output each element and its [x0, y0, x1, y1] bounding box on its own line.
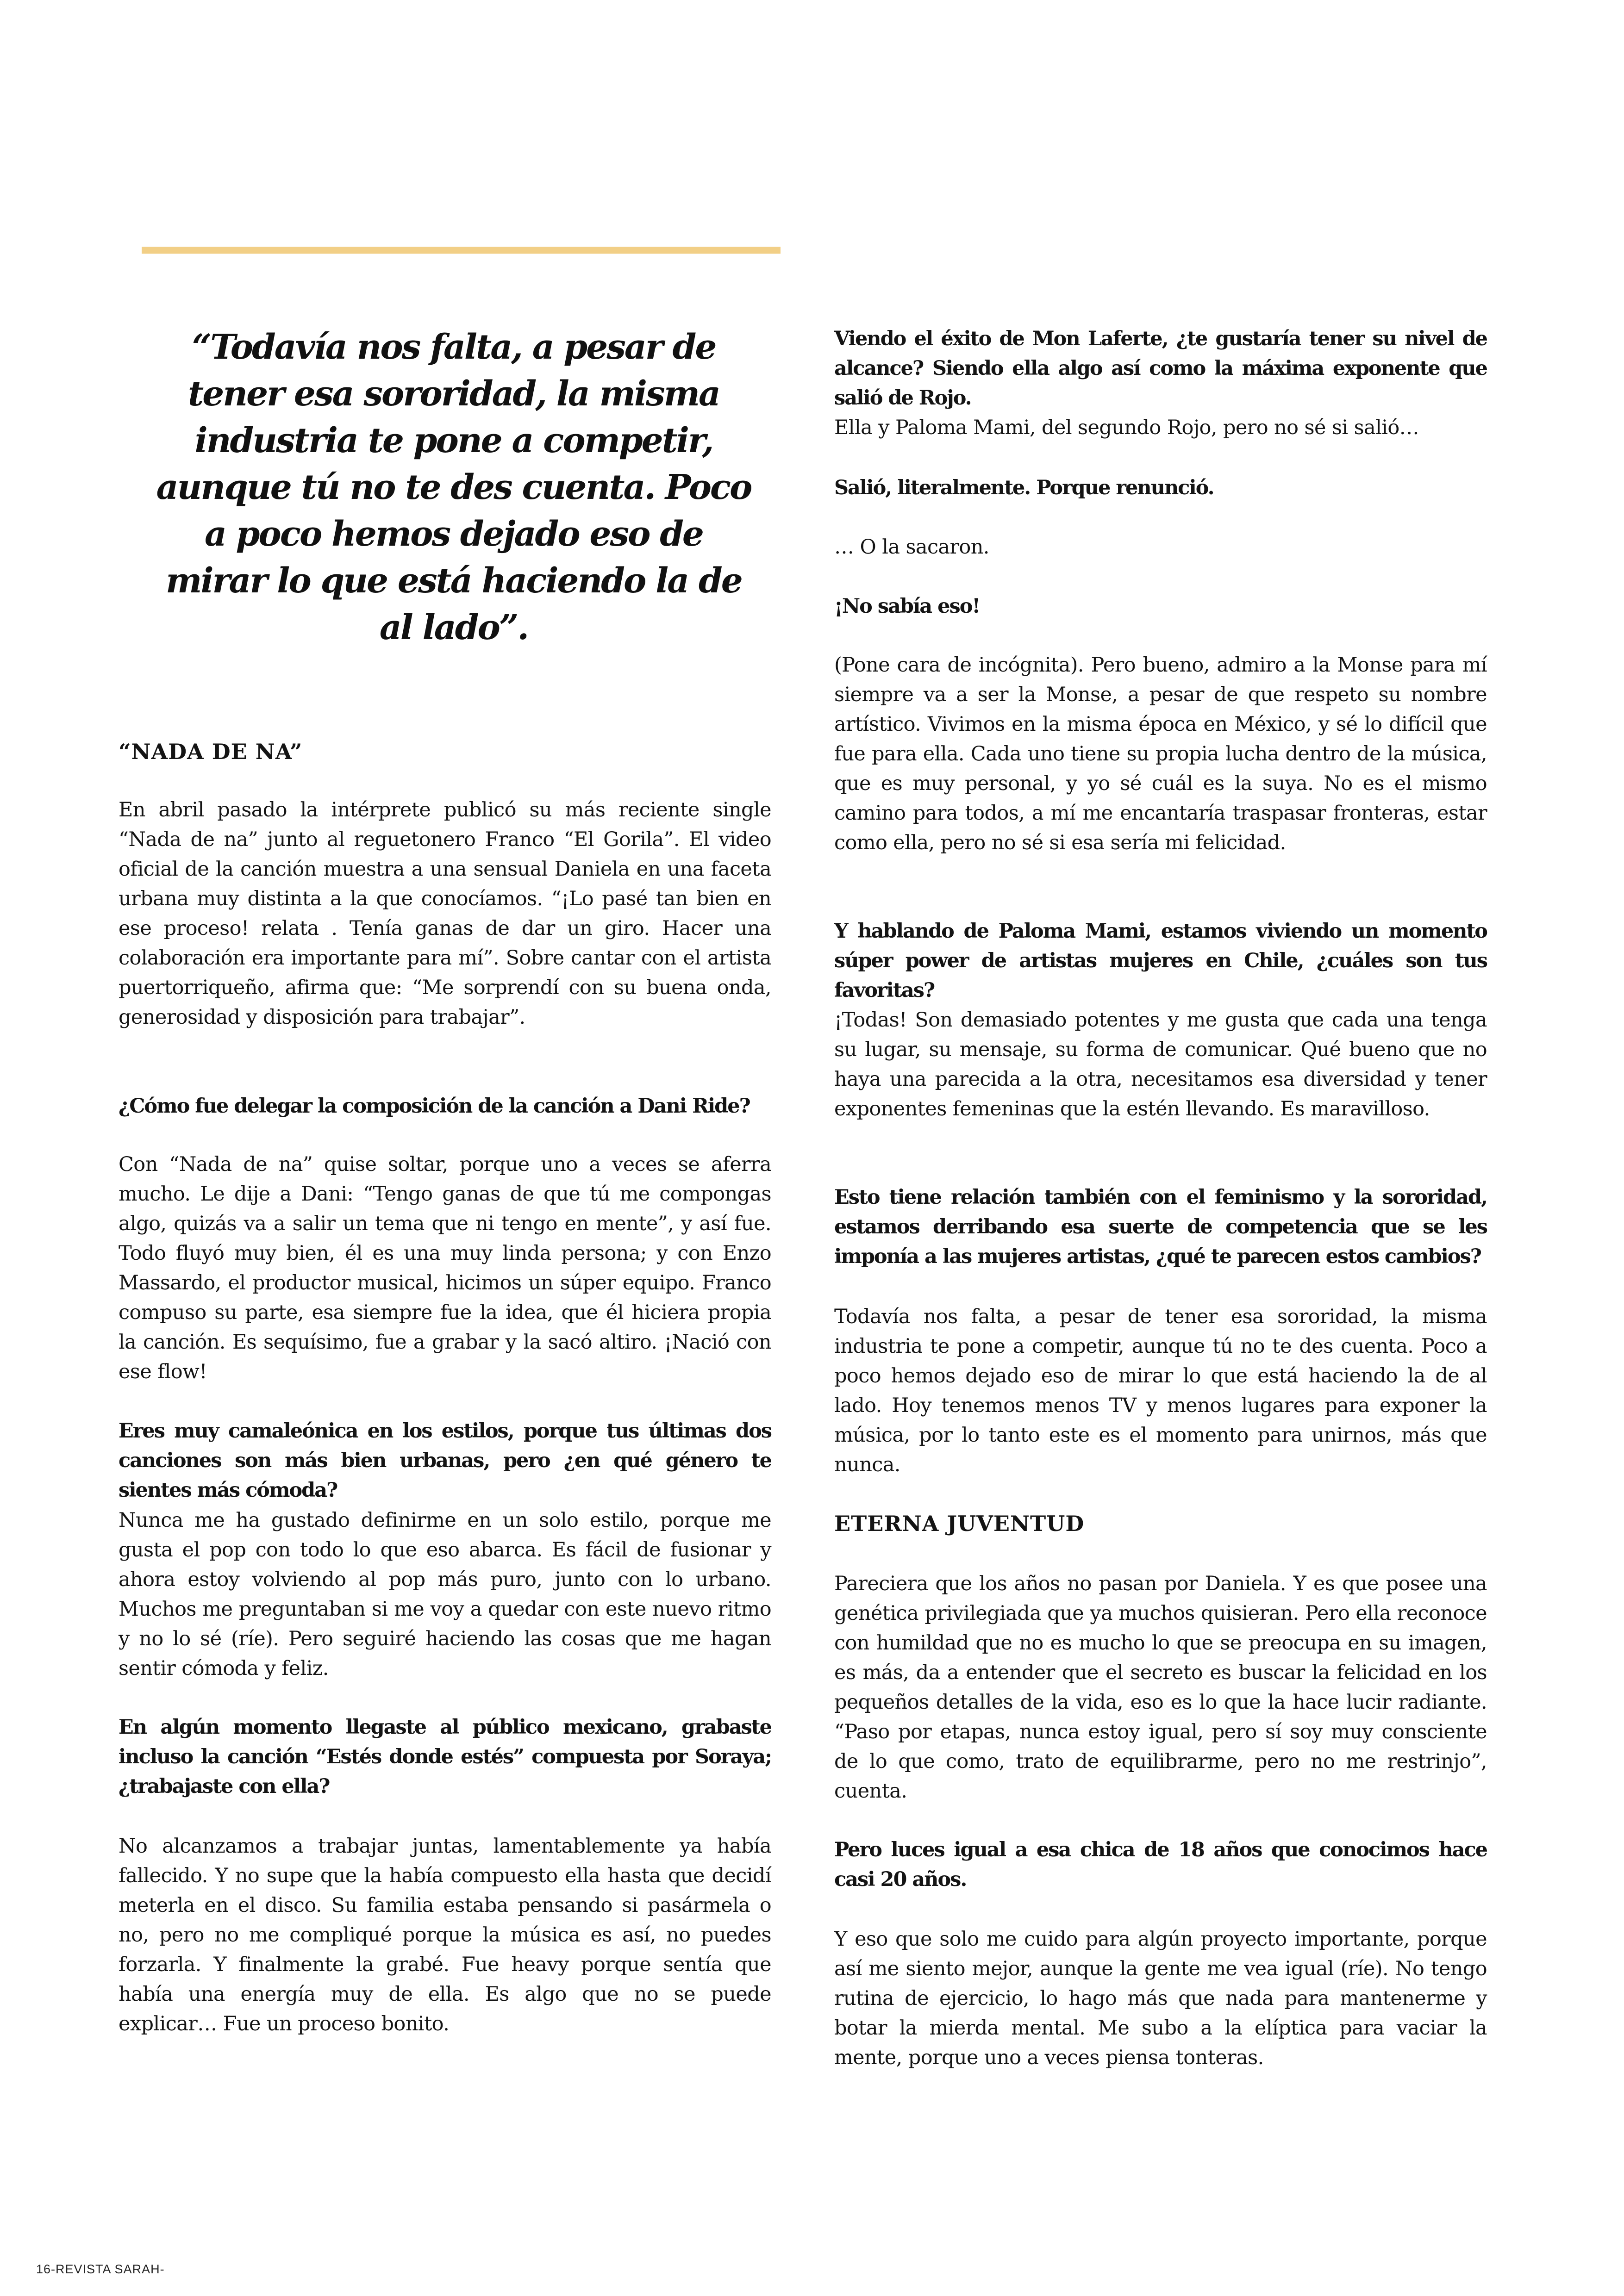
interview-answer: Ella y Paloma Mami, del segundo Rojo, pero no sé si salió…: [834, 416, 1419, 439]
pull-quote: “Todavía nos falta, a pesar de tener esa sororidad, la misma industria te pone a competir, aunque tú no te des cuenta. Poco a poco hemos dejado eso de mirar lo que está haciendo la de al lado”.: [156, 327, 751, 647]
interview-answer: (Pone cara de incógnita). Pero bueno, admiro a la Monse para mí siempre va a ser la Monse, a pesar de que respeto su nombre artístico. Vivimos en la misma época en México, y sé lo difícil que fue para ella. Cada uno tiene su propia lucha dentro de la música, que es muy personal, y yo sé cuál es la suya. No es el mismo camino para todos, a mí me encantaría traspasar fronteras, estar como ella, pero no sé si esa sería mi felicidad.: [834, 653, 1487, 854]
interview-question: Esto tiene relación también con el feminismo y la sororidad, estamos derribando esa suerte de competencia que se les imponía a las mujeres artistas, ¿qué te parecen estos cambios?: [834, 1186, 1487, 1268]
interview-question: Y hablando de Paloma Mami, estamos viviendo un momento súper power de artistas mujeres en Chile, ¿cuáles son tus favoritas?: [834, 920, 1487, 1002]
interview-answer: … O la sacaron.: [834, 535, 989, 559]
interview-answer: ¡Todas! Son demasiado potentes y me gusta que cada una tenga su lugar, su mensaje, su forma de comunicar. Qué bueno que no haya una parecida a la otra, necesitamos esa diversidad y tener exponentes femeninas que la estén llevando. Es maravilloso.: [834, 1008, 1487, 1120]
page-footer: 16-REVISTA SARAH-: [36, 2262, 165, 2276]
accent-rule: [142, 247, 781, 254]
body-paragraph: En abril pasado la intérprete publicó su más reciente single “Nada de na” junto al reguetonero Franco “El Gorila”. El video oficial de la canción muestra a una sensual Daniela en una faceta urbana muy distinta a la que conocíamos. “¡Lo pasé tan bien en ese proceso! relata . Tenía ganas de dar un giro. Hacer una colaboración era importante para mí”. Sobre cantar con el artista puertorriqueño, afirma que: “Me sorprendí con su buena onda, generosidad y disposición para trabajar”.: [119, 798, 771, 1029]
section-heading: “NADA DE NA”: [119, 739, 303, 764]
interview-question: ¡No sabía eso!: [834, 595, 980, 618]
body-paragraph: Pareciera que los años no pasan por Daniela. Y es que posee una genética privilegiada que ya muchos quisieran. Pero ella reconoce con humildad que no es mucho lo que se preocupa en su imagen, es más, da a entender que el secreto es buscar la felicidad en los pequeños detalles de la vida, eso es lo que la hace lucir radiante. “Paso por etapas, nunca estoy igual, pero sí soy muy consciente de lo que como, trato de equilibrarme, pero no me restrinjo”, cuenta.: [834, 1572, 1487, 1803]
interview-question: Salió, literalmente. Porque renunció.: [834, 476, 1214, 499]
interview-question: ¿Cómo fue delegar la composición de la canción a Dani Ride?: [119, 1095, 750, 1118]
section-heading: ETERNA JUVENTUD: [834, 1511, 1085, 1536]
interview-question: Pero luces igual a esa chica de 18 años que conocimos hace casi 20 años.: [834, 1838, 1487, 1891]
interview-question: En algún momento llegaste al público mexicano, grabaste incluso la canción “Estés donde estés” compuesta por Soraya; ¿trabajaste con ella?: [119, 1716, 771, 1798]
interview-answer: Con “Nada de na” quise soltar, porque uno a veces se aferra mucho. Le dije a Dani: “Tengo ganas de que tú me compongas algo, quizás va a salir un tema que ni tengo en mente”, y así fue. Todo fluyó muy bien, él es una muy linda persona; y con Enzo Massardo, el productor musical, hicimos un súper equipo. Franco compuso su parte, esa siempre fue la idea, que él hiciera propia la canción. Es sequísimo, fue a grabar y la sacó altiro. ¡Nació con ese flow!: [119, 1153, 771, 1383]
interview-question: Viendo el éxito de Mon Laferte, ¿te gustaría tener su nivel de alcance? Siendo ella algo así como la máxima exponente que salió de Rojo.: [834, 327, 1487, 410]
interview-answer: Y eso que solo me cuido para algún proyecto importante, porque así me siento mejor, aunque la gente me vea igual (ríe). No tengo rutina de ejercicio, lo hago más que nada para mantenerme y botar la mierda mental. Me subo a la elíptica para vaciar la mente, porque uno a veces piensa tonteras.: [834, 1928, 1487, 2069]
interview-answer: Nunca me ha gustado definirme en un solo estilo, porque me gusta el pop con todo lo que eso abarca. Es fácil de fusionar y ahora estoy volviendo al pop más puro, junto con lo urbano. Muchos me preguntaban si me voy a quedar con este nuevo ritmo y no lo sé (ríe). Pero seguiré haciendo las cosas que me hagan sentir cómoda y feliz.: [119, 1509, 771, 1680]
interview-answer: No alcanzamos a trabajar juntas, lamentablemente ya había fallecido. Y no supe que la había compuesto ella hasta que decidí meterla en el disco. Su familia estaba pensando si pasármela o no, pero no me compliqué porque la música es así, no puedes forzarla. Y finalmente la grabé. Fue heavy porque sentía que había una energía muy de ella. Es algo que no se puede explicar… Fue un proceso bonito.: [119, 1835, 771, 2035]
interview-question: Eres muy camaleónica en los estilos, porque tus últimas dos canciones son más bien urbanas, pero ¿en qué género te sientes más cómoda?: [119, 1419, 771, 1502]
interview-answer: Todavía nos falta, a pesar de tener esa sororidad, la misma industria te pone a competir, aunque tú no te des cuenta. Poco a poco hemos dejado eso de mirar lo que está haciendo la de al lado. Hoy tenemos menos TV y menos lugares para exponer la música, por lo tanto este es el momento para unirnos, más que nunca.: [834, 1305, 1487, 1476]
